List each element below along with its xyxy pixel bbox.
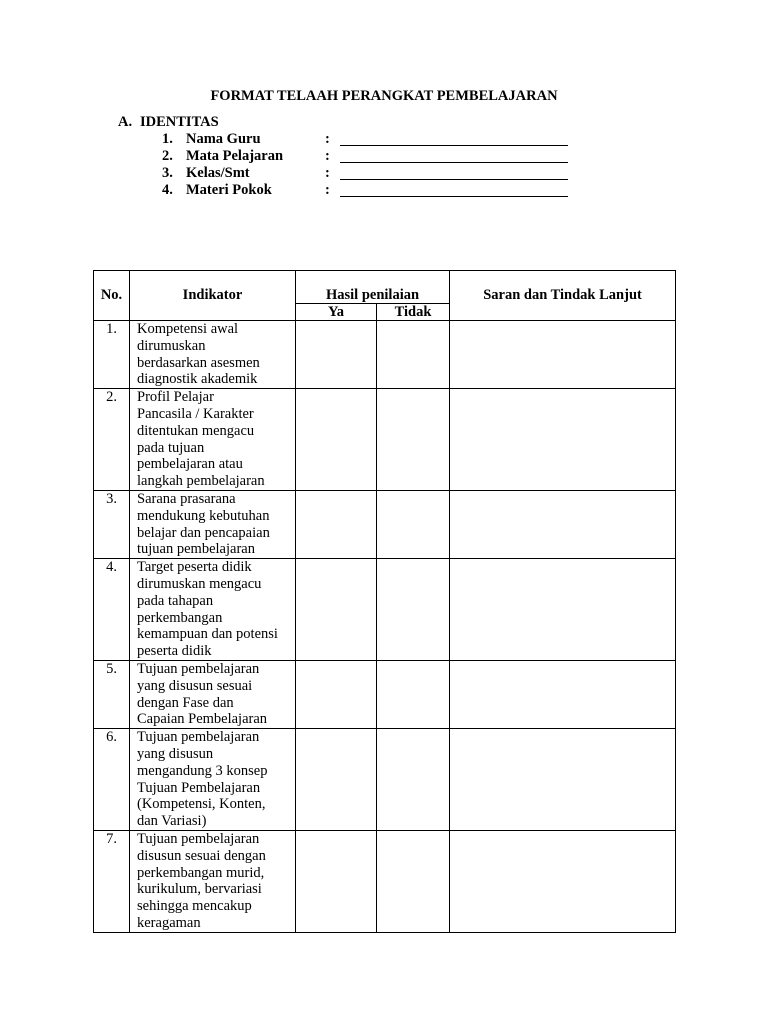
saran-cell[interactable] (450, 389, 676, 491)
indikator-cell (130, 321, 296, 389)
indikator-line: mengandung 3 konsep (137, 762, 268, 779)
field-label: Kelas/Smt (186, 165, 250, 181)
ya-cell[interactable] (296, 559, 377, 661)
table-row (94, 559, 676, 661)
field-number: 4. (162, 182, 173, 198)
nama-guru-blank-line[interactable] (340, 145, 568, 146)
indikator-line: Tujuan pembelajaran (137, 660, 260, 677)
row-number: 6. (94, 729, 130, 831)
indikator-line: Capaian Pembelajaran (137, 711, 268, 728)
indikator-line: (Kompetensi, Konten, (137, 796, 266, 813)
indikator-line: ditentukan mengacu (137, 422, 255, 439)
indikator-line: yang disusun (137, 745, 214, 762)
ya-cell[interactable] (296, 729, 377, 831)
row-number: 2. (94, 389, 130, 491)
kelas-smt-blank-line[interactable] (340, 179, 568, 180)
saran-cell[interactable] (450, 559, 676, 661)
saran-cell[interactable] (450, 490, 676, 558)
tidak-cell[interactable] (377, 321, 450, 389)
table-row (94, 389, 676, 491)
field-mata-pelajaran (162, 148, 330, 165)
saran-cell[interactable] (450, 660, 676, 728)
field-nama-guru (162, 131, 330, 148)
row-number: 5. (94, 660, 130, 728)
ya-cell[interactable] (296, 830, 377, 932)
indikator-line: disusun sesuai dengan (137, 847, 266, 864)
indikator-line: diagnostik akademik (137, 371, 258, 388)
ya-cell[interactable] (296, 490, 377, 558)
tidak-cell[interactable] (377, 389, 450, 491)
ya-cell[interactable] (296, 321, 377, 389)
tidak-cell[interactable] (377, 559, 450, 661)
field-colon: : (325, 182, 330, 198)
indikator-cell (130, 830, 296, 932)
table-row (94, 660, 676, 728)
indikator-line: tujuan pembelajaran (137, 541, 255, 558)
indikator-line: keragaman (137, 914, 201, 931)
field-label: Nama Guru (186, 131, 261, 147)
indikator-line: perkembangan (137, 609, 223, 626)
field-number: 2. (162, 148, 173, 164)
indikator-line: mendukung kebutuhan (137, 507, 270, 524)
indikator-line: Target peserta didik (137, 559, 252, 576)
tidak-cell[interactable] (377, 729, 450, 831)
tidak-cell[interactable] (377, 660, 450, 728)
indikator-cell (130, 389, 296, 491)
indikator-line: dirumuskan (137, 337, 206, 354)
row-number: 4. (94, 559, 130, 661)
indikator-line: pada tahapan (137, 592, 214, 609)
field-number: 1. (162, 131, 173, 147)
header-no: No. (94, 271, 130, 321)
header-indikator: Indikator (130, 271, 296, 321)
saran-cell[interactable] (450, 729, 676, 831)
indikator-line: dan Variasi) (137, 813, 207, 830)
field-number: 3. (162, 165, 173, 181)
table-row (94, 321, 676, 389)
indikator-line: pembelajaran atau (137, 456, 243, 473)
ya-cell[interactable] (296, 660, 377, 728)
indikator-line: Tujuan pembelajaran (137, 830, 260, 847)
tidak-cell[interactable] (377, 830, 450, 932)
section-letter: A. (118, 114, 133, 130)
header-saran: Saran dan Tindak Lanjut (450, 271, 676, 321)
row-number: 7. (94, 830, 130, 932)
table-row (94, 830, 676, 932)
indikator-cell (130, 729, 296, 831)
indikator-line: berdasarkan asesmen (137, 354, 260, 371)
indikator-cell (130, 660, 296, 728)
field-materi-pokok (162, 182, 330, 199)
assessment-table (93, 270, 676, 933)
indikator-line: Tujuan Pembelajaran (137, 779, 261, 796)
header-ya: Ya (296, 304, 377, 321)
saran-cell[interactable] (450, 830, 676, 932)
ya-cell[interactable] (296, 389, 377, 491)
row-number: 1. (94, 321, 130, 389)
field-label: Materi Pokok (186, 182, 272, 198)
indikator-cell (130, 559, 296, 661)
table-row (94, 729, 676, 831)
indikator-cell (130, 490, 296, 558)
indikator-line: Sarana prasarana (137, 490, 236, 507)
saran-cell[interactable] (450, 321, 676, 389)
mata-pelajaran-blank-line[interactable] (340, 162, 568, 163)
indikator-line: Profil Pelajar (137, 389, 214, 406)
indikator-line: Pancasila / Karakter (137, 405, 254, 422)
table-row (94, 490, 676, 558)
indikator-line: yang disusun sesuai (137, 677, 253, 694)
indikator-line: peserta didik (137, 643, 212, 660)
section-heading (118, 114, 219, 131)
indikator-line: Tujuan pembelajaran (137, 729, 260, 746)
indikator-line: dengan Fase dan (137, 694, 234, 711)
section-label: IDENTITAS (140, 114, 219, 130)
field-kelas-smt (162, 165, 330, 182)
field-colon: : (325, 131, 330, 147)
tidak-cell[interactable] (377, 490, 450, 558)
indikator-line: belajar dan pencapaian (137, 524, 270, 541)
document-title: FORMAT TELAAH PERANGKAT PEMBELAJARAN (210, 88, 558, 104)
header-hasil-penilaian: Hasil penilaian (296, 271, 450, 304)
indikator-line: kemampuan dan potensi (137, 626, 278, 643)
indikator-line: pada tujuan (137, 439, 205, 456)
indikator-line: perkembangan murid, (137, 864, 265, 881)
indikator-line: sehingga mencakup (137, 898, 252, 915)
materi-pokok-blank-line[interactable] (340, 196, 568, 197)
field-colon: : (325, 148, 330, 164)
field-colon: : (325, 165, 330, 181)
indikator-line: dirumuskan mengacu (137, 575, 262, 592)
field-label: Mata Pelajaran (186, 148, 284, 164)
indikator-line: Kompetensi awal (137, 321, 239, 337)
indikator-line: kurikulum, bervariasi (137, 881, 262, 898)
row-number: 3. (94, 490, 130, 558)
header-tidak: Tidak (377, 304, 450, 321)
indikator-line: langkah pembelajaran (137, 473, 265, 490)
